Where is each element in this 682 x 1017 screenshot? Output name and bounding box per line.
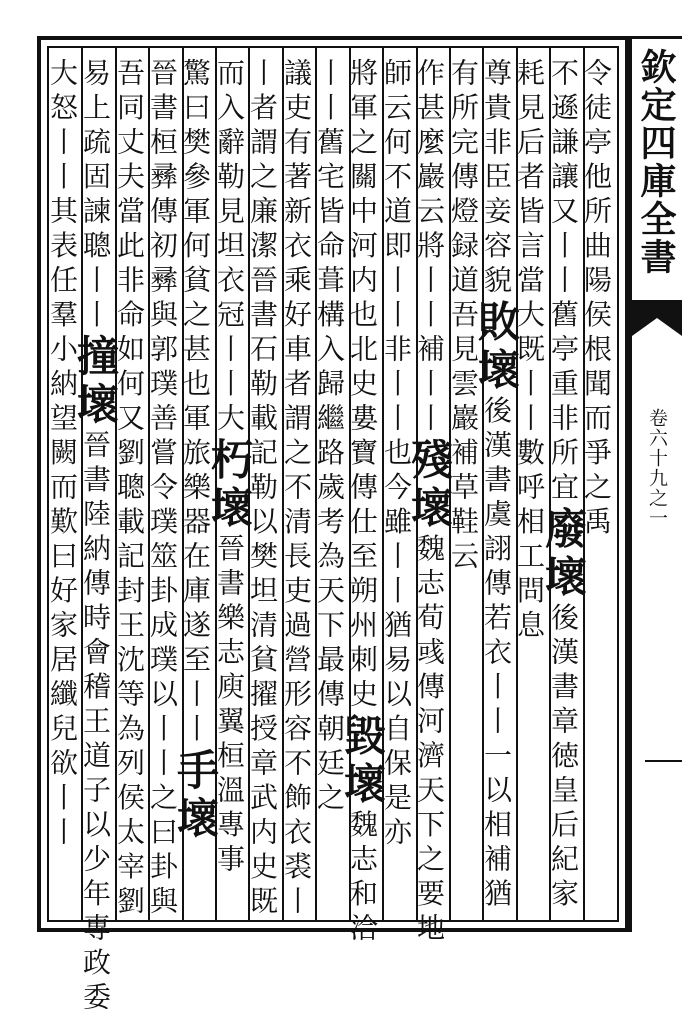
margin-lower-rule [645, 760, 682, 762]
text-column [472, 58, 521, 918]
text-run: 傳朝廷之 [313, 679, 346, 817]
text-run: 後漢書章徳皇后紀家 [547, 602, 580, 913]
margin-left-rule [629, 36, 632, 932]
text-column [313, 58, 350, 918]
text-column [171, 58, 220, 918]
margin-top-rule [629, 36, 682, 39]
heading-term: 廢壞 [539, 506, 588, 603]
text-run: 大怒丨丨其表 [46, 58, 79, 265]
text-column [280, 58, 317, 921]
text-run: 耗見后者皆言當大 [513, 58, 546, 334]
margin-book-title: 欽定四庫全書 [635, 48, 677, 276]
text-column [447, 58, 484, 918]
text-column [113, 58, 150, 921]
heading-term: 敗壞 [472, 299, 521, 396]
heading-term: 殘壞 [405, 437, 454, 534]
text-run: 令徒亭他所曲陽侯根聞而爭之禹 [580, 58, 613, 541]
heading-term: 手壞 [171, 748, 220, 844]
text-column [205, 58, 254, 918]
text-run: 尊貴非臣妾容貌 [480, 58, 513, 300]
text-run: 師云何不道即丨丨非丨丨 [380, 58, 413, 438]
text-run: 也今雖丨丨猶易以自保是亦 [380, 437, 413, 852]
text-run: 議吏有著新衣乘好車者謂之不清長吏過營形容不飾衣裘丨 [280, 58, 313, 921]
text-run: 吾同丈夫當此非命如何又劉聰載記封王沈等為列侯太宰劉 [113, 58, 146, 921]
text-column [405, 58, 454, 948]
text-run: 作甚麼巖云將丨丨補丨丨 [413, 58, 446, 438]
text-run: 丨丨舊宅皆命葺構入歸繼路歲考為天下最 [313, 58, 346, 679]
text-column [513, 58, 550, 918]
text-run: 任羣小納望闕而歎曰好家居纖兒欲丨丨 [46, 265, 79, 852]
text-run: 晉書桓彞傳初彞與郭璞善嘗令璞筮卦成璞以丨丨之曰卦與 [146, 58, 179, 921]
text-run: 丨者謂之廉潔晉書石勒載記勒以樊坦清貧擢授章武内史既 [246, 58, 279, 921]
heading-term: 撞壞 [71, 334, 120, 430]
text-column [580, 58, 617, 918]
margin-volume-number: 卷六十九之一 [646, 408, 668, 528]
text-run: 不遜謙讓又丨丨舊亭重非所宜 [547, 58, 580, 507]
fishtail-mark-icon [632, 300, 682, 336]
text-column [71, 58, 120, 1017]
text-column [146, 58, 183, 921]
text-column [338, 58, 387, 948]
text-run: 軍旅樂器在庫遂至丨丨 [179, 403, 212, 748]
text-column [380, 58, 417, 918]
text-run: 驚曰樊參軍何貧之甚也 [179, 58, 212, 403]
text-run: 而入辭勒見坦衣冠丨丨大 [213, 58, 246, 438]
heading-term: 朽壞 [205, 437, 254, 534]
text-run: 有所完傳燈録道吾見雲巖補草鞋云 [447, 58, 480, 576]
text-column [46, 58, 83, 918]
text-run: 後漢書虞詡傳若衣丨丨一以相補猶 [480, 395, 513, 913]
text-run: 魏志和洽 [346, 809, 379, 948]
text-run: 易上疏固諫聰丨丨 [79, 58, 112, 334]
text-run: 既丨丨數呼相工問息 [513, 334, 546, 645]
text-run: 魏志荀彧傳河濟天下之要地 [413, 533, 446, 948]
heading-term: 毀壞 [338, 713, 387, 810]
text-run: 晉書樂志庾翼桓溫專事 [213, 533, 246, 879]
text-column [539, 58, 588, 918]
text-run: 晉書陸納傳時會稽王道子以少年專政委 [79, 430, 112, 1017]
text-column [246, 58, 283, 921]
text-run: 將軍之關中河内也北史婁寶傳仕至朔州刺史 [346, 58, 379, 714]
